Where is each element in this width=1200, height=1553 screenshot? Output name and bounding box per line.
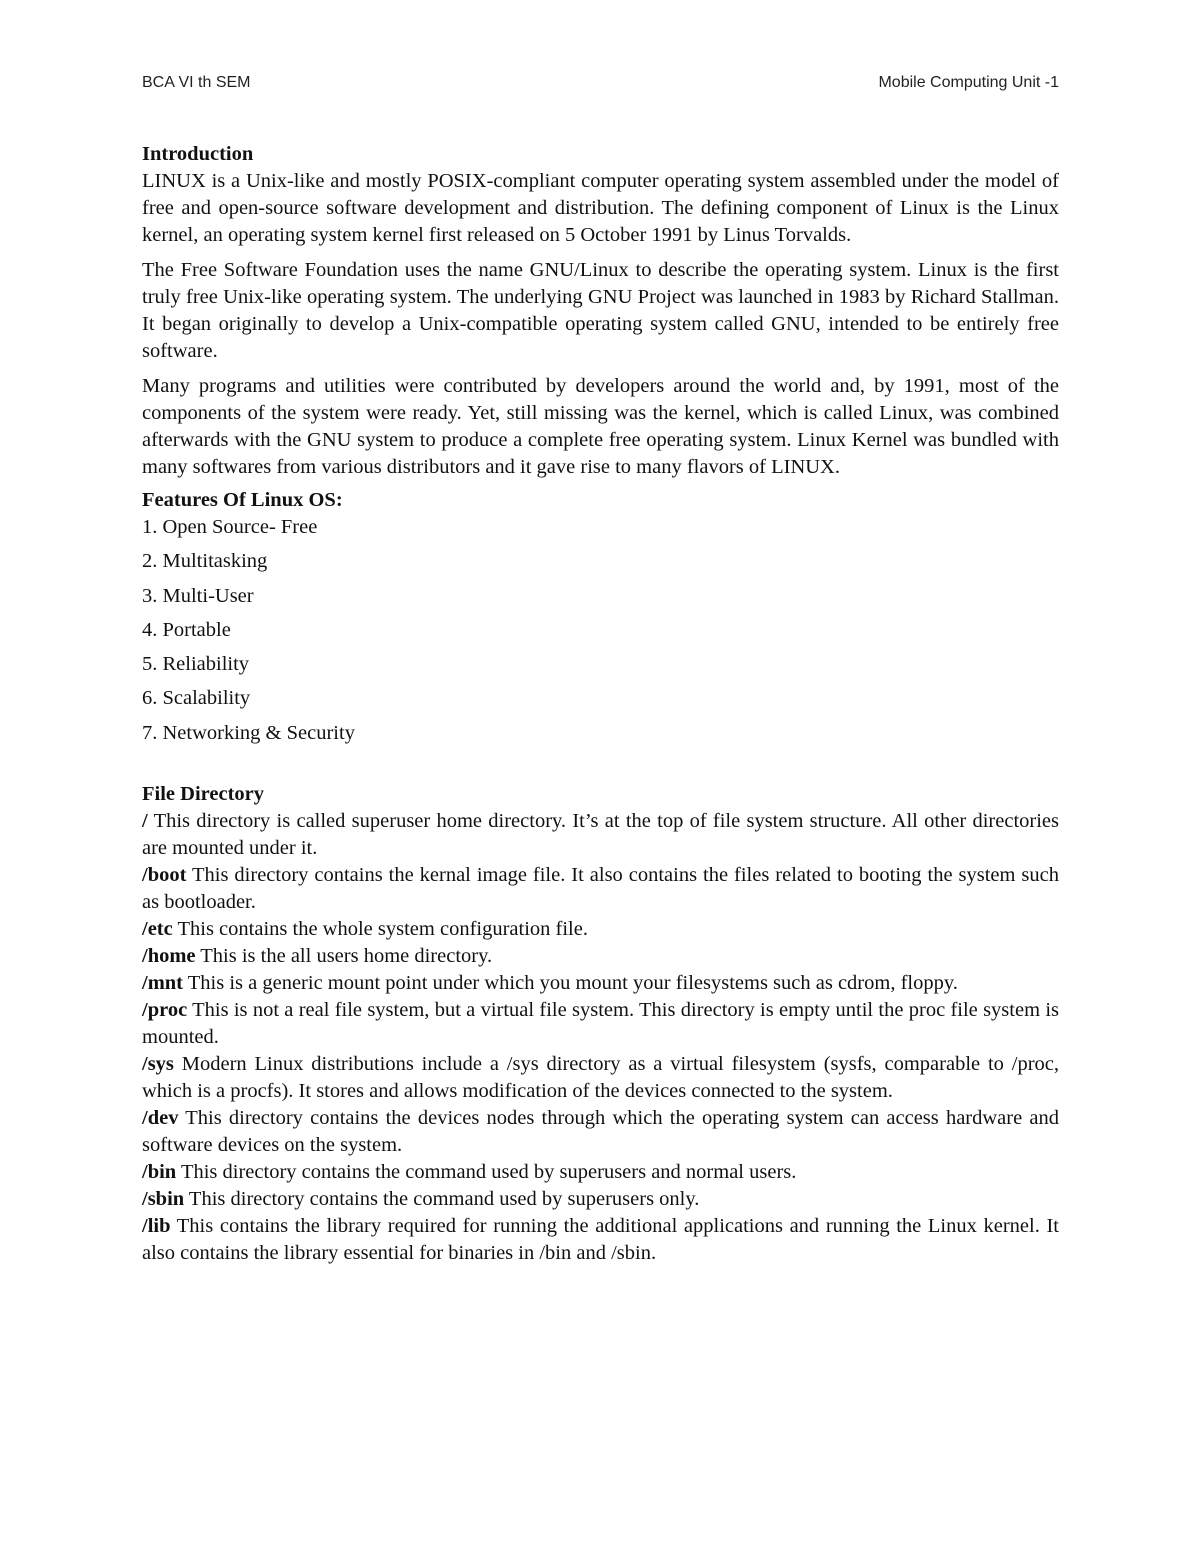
dir-name: /sys	[142, 1052, 174, 1075]
dir-entry-home	[142, 943, 1059, 970]
dir-description: Modern Linux distributions include a /sys directory as a virtual filesystem (sysfs, comparable to /proc, which is a procfs). It stores and allows modification of the devices connected to the system.	[142, 1052, 1059, 1102]
feature-item: 7. Networking & Security	[142, 721, 355, 744]
dir-name: /proc	[142, 998, 188, 1021]
dir-entry-lib	[142, 1213, 1059, 1267]
dir-name: /sbin	[142, 1187, 185, 1210]
dir-name: /home	[142, 944, 196, 967]
feature-item: 6. Scalability	[142, 687, 251, 710]
header-unit: Mobile Computing Unit -1	[878, 74, 1059, 91]
dir-description: This contains the library required for running the additional applications and running the Linux kernel. It also contains the library essential for binaries in /bin and /sbin.	[142, 1214, 1059, 1264]
dir-description: This directory contains the command used by superusers and normal users.	[176, 1160, 797, 1183]
feature-item: 5. Reliability	[142, 653, 250, 676]
dir-description: This directory contains the kernal image file. It also contains the files related to booting the system such as bootloader.	[142, 863, 1059, 913]
dir-entry-root	[142, 808, 1059, 862]
intro-paragraph-1: LINUX is a Unix-like and mostly POSIX-compliant computer operating system assembled under the model of free and open-source software development and distribution. The defining component of Linux is the Linux kernel, an operating system kernel first released on 5 October 1991 by Linus Torvalds.	[142, 170, 1059, 246]
dir-description: This directory is called superuser home directory. It’s at the top of file system structure. All other directories are mounted under it.	[142, 809, 1059, 859]
dir-entry-boot	[142, 862, 1059, 916]
dir-entry-sys	[142, 1051, 1059, 1105]
dir-description: This directory contains the command used by superusers only.	[184, 1187, 700, 1210]
feature-item: 3. Multi-User	[142, 584, 254, 607]
dir-name: /bin	[142, 1160, 177, 1183]
dir-description: This contains the whole system configuration file.	[172, 917, 588, 940]
dir-description: This is not a real file system, but a virtual file system. This directory is empty until the proc file system is mounted.	[142, 998, 1059, 1048]
dir-description: This is a generic mount point under which you mount your filesystems such as cdrom, floppy.	[183, 971, 958, 994]
dir-entry-sbin	[142, 1186, 1059, 1213]
dir-description: This is the all users home directory.	[195, 944, 493, 967]
page-header	[142, 74, 1059, 98]
file-directory-heading: File Directory	[142, 782, 264, 805]
introduction-heading: Introduction	[142, 143, 254, 165]
features-list	[142, 514, 1059, 747]
dir-entry-bin	[142, 1159, 1059, 1186]
dir-name: /dev	[142, 1106, 179, 1129]
dir-entry-etc	[142, 916, 1059, 943]
dir-description: This directory contains the devices nodes through which the operating system can access hardware and software devices on the system.	[142, 1106, 1059, 1156]
feature-item: 1. Open Source- Free	[142, 516, 318, 538]
feature-item: 4. Portable	[142, 618, 231, 641]
dir-entry-proc	[142, 997, 1059, 1051]
dir-name: /boot	[142, 863, 187, 886]
header-course: BCA VI th SEM	[142, 74, 251, 91]
dir-entry-dev	[142, 1105, 1059, 1159]
dir-name: /mnt	[142, 971, 183, 994]
dir-name: /	[142, 809, 148, 832]
document-body	[142, 141, 1059, 1267]
feature-item: 2. Multitasking	[142, 550, 268, 573]
dir-entry-mnt	[142, 970, 1059, 997]
intro-paragraph-3: Many programs and utilities were contributed by developers around the world and, by 1991, most of the components of the system were ready. Yet, still missing was the kernel, which is called Linux, was combined afterwards with the GNU system to produce a complete free operating system. Linux Kernel was bundled with many softwares from various distributors and it gave rise to many flavors of LINUX.	[142, 375, 1059, 478]
dir-name: /lib	[142, 1214, 171, 1237]
features-heading: Features Of Linux OS:	[142, 489, 343, 511]
dir-name: /etc	[142, 917, 173, 940]
intro-paragraph-2: The Free Software Foundation uses the name GNU/Linux to describe the operating system. Linux is the first truly free Unix-like operating system. The underlying GNU Project was launched in 1983 by Richard Stallman. It began originally to develop a Unix-compatible operating system called GNU, intended to be entirely free software.	[142, 259, 1059, 362]
